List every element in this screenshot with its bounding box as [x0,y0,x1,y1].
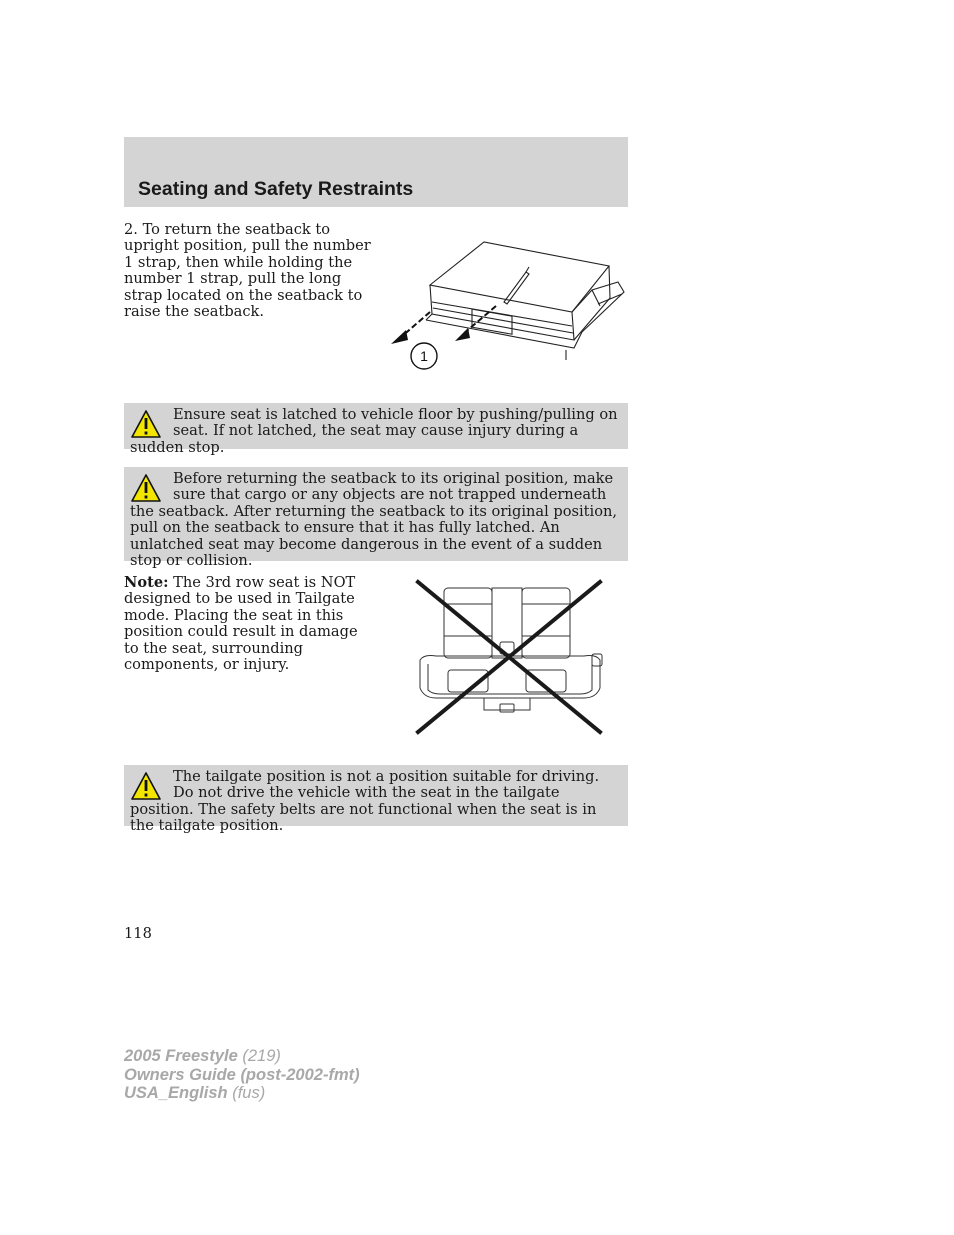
footer-line-2 [124,1066,360,1085]
note-label: Note: [124,574,169,591]
seatback-strap-illustration [386,236,628,374]
warning-text-cargo: Before returning the seatback to its original position, make sure that cargo or any objects are not trapped underneath the seatback. After returning the seatback to its original position, pull on the seatback to ensure that it has fully latched. An unlatched seat may become dangerous in the event of a sudden stop or collision. [130,470,618,570]
tailgate-seat-crossed-illustration [414,578,606,736]
step-2-text: 2. To return the seatback to upright position, pull the number 1 strap, then while holding the number 1 strap, pull the long strap located on the seatback to raise the seatback. [124,221,371,321]
footer-guide: Owners Guide (post-2002-fmt) [124,1065,360,1084]
footer-language: USA_English [124,1084,228,1102]
footer-model: 2005 Freestyle [124,1047,238,1065]
warning-box-latch [124,403,628,456]
warning-box-tailgate [124,765,628,835]
warning-triangle-icon [130,409,162,439]
note-text: The 3rd row seat is NOT designed to be used in Tailgate mode. Placing the seat in this position could result in damage to the seat, surrounding components, or injury. [124,574,358,674]
warning-triangle-icon [130,473,162,503]
page-number: 118 [124,925,152,942]
footer-line-3 [124,1084,360,1103]
section-header [124,137,628,207]
warning-text-latch: Ensure seat is latched to vehicle floor by pushing/pulling on seat. If not latched, the seat may cause injury during a sudden stop. [130,406,618,456]
warning-box-cargo [124,467,628,570]
footer-line-1 [124,1047,360,1066]
warning-triangle-icon [130,771,162,801]
warning-text-tailgate: The tailgate position is not a position suitable for driving. Do not drive the vehicle with the seat in the tailgate position. The safety belts are not functional when the seat is in the tailgate position. [130,768,600,835]
footer-model-code: (219) [237,1047,281,1065]
footer-language-code: (fus) [227,1084,266,1102]
note-paragraph [124,575,369,673]
callout-1-label: 1 [420,348,428,364]
document-footer [124,1047,360,1103]
section-title: Seating and Safety Restraints [138,178,414,200]
